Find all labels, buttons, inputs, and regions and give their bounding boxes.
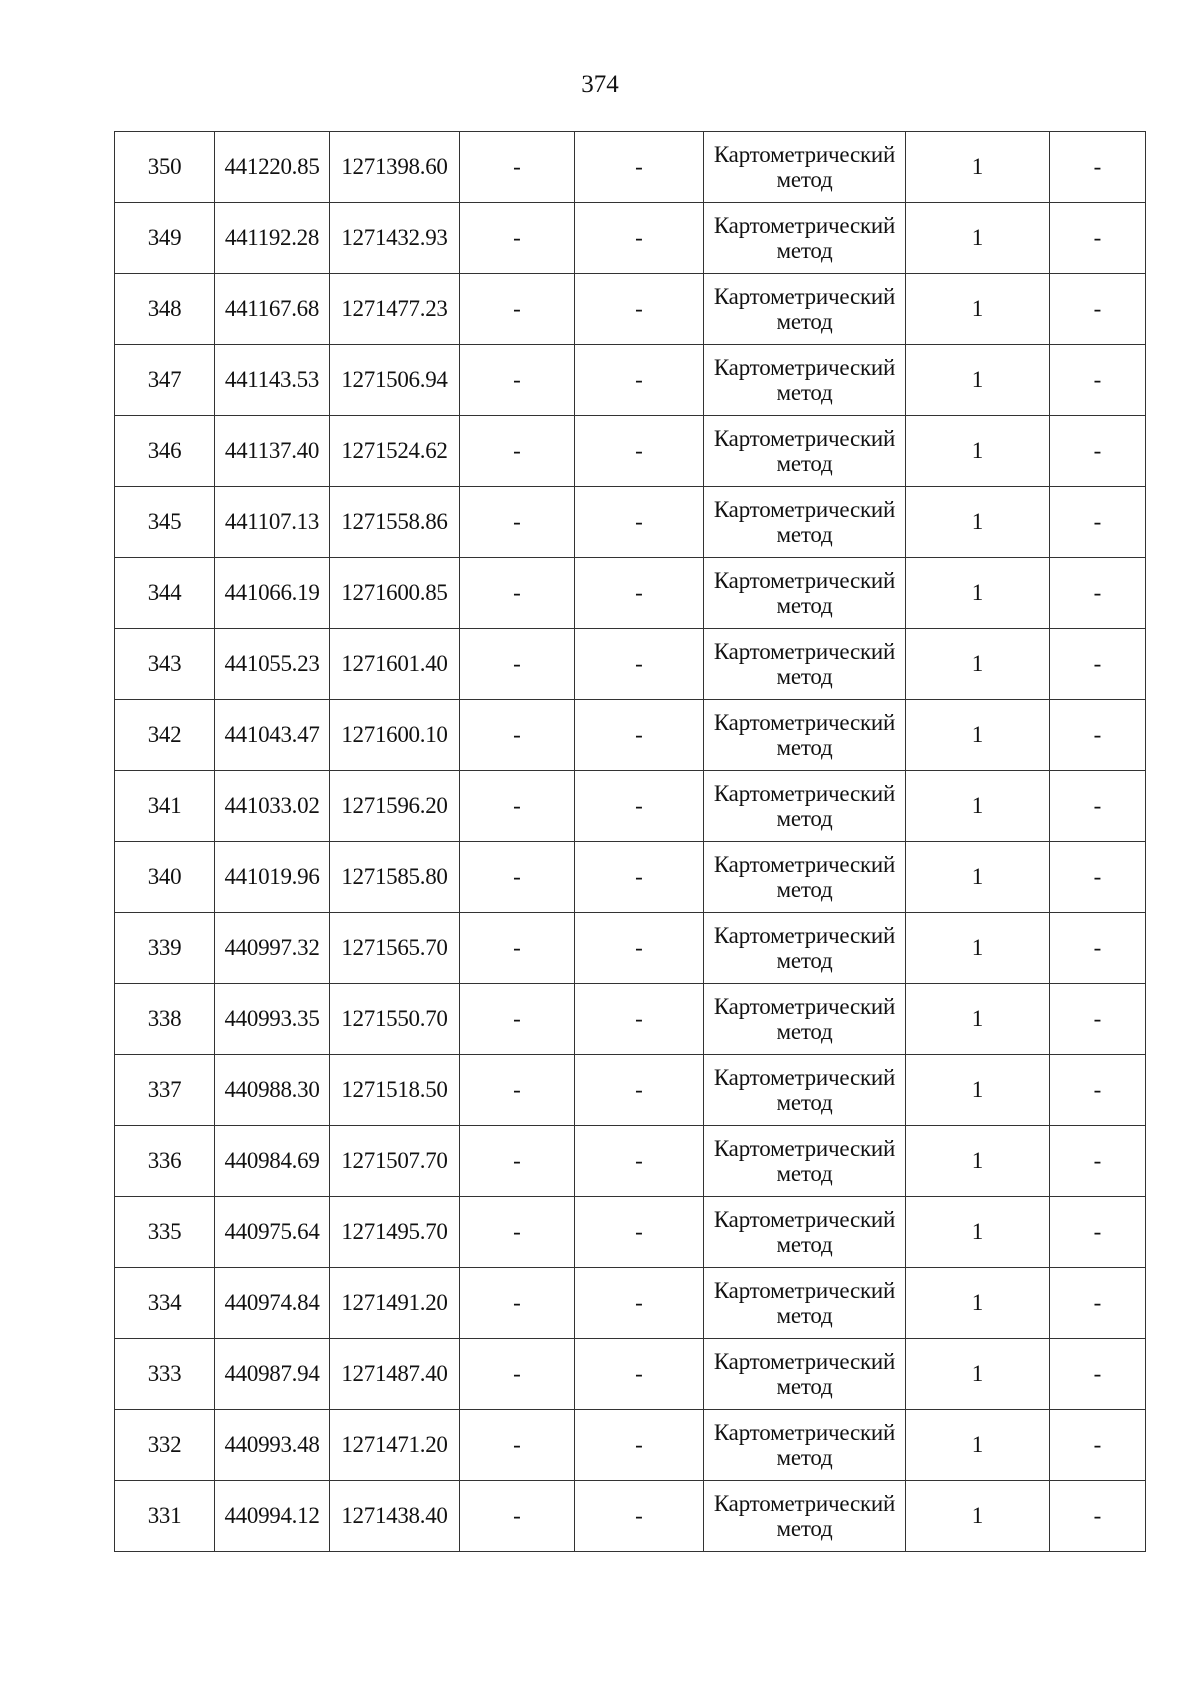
dash-cell: - (1050, 558, 1146, 629)
dash-cell: - (1050, 700, 1146, 771)
accuracy-cell: 1 (906, 1055, 1050, 1126)
dash-cell: - (1050, 1197, 1146, 1268)
method-cell: Картометрический метод (704, 1481, 906, 1552)
dash-cell: - (460, 771, 575, 842)
y-coordinate-cell: 1271471.20 (330, 1410, 460, 1481)
y-coordinate-cell: 1271438.40 (330, 1481, 460, 1552)
dash-cell: - (460, 487, 575, 558)
method-cell: Картометрический метод (704, 1410, 906, 1481)
dash-cell: - (1050, 629, 1146, 700)
accuracy-cell: 1 (906, 771, 1050, 842)
dash-cell: - (460, 1055, 575, 1126)
table-row (115, 1410, 1146, 1481)
accuracy-cell: 1 (906, 203, 1050, 274)
dash-cell: - (575, 1055, 704, 1126)
dash-cell: - (575, 984, 704, 1055)
dash-cell: - (1050, 203, 1146, 274)
point-number-cell: 331 (115, 1481, 215, 1552)
y-coordinate-cell: 1271507.70 (330, 1126, 460, 1197)
dash-cell: - (460, 132, 575, 203)
y-coordinate-cell: 1271477.23 (330, 274, 460, 345)
table-row (115, 771, 1146, 842)
x-coordinate-cell: 441033.02 (215, 771, 330, 842)
x-coordinate-cell: 441066.19 (215, 558, 330, 629)
point-number-cell: 337 (115, 1055, 215, 1126)
accuracy-cell: 1 (906, 1197, 1050, 1268)
method-cell: Картометрический метод (704, 1055, 906, 1126)
dash-cell: - (1050, 984, 1146, 1055)
method-cell: Картометрический метод (704, 416, 906, 487)
x-coordinate-cell: 441220.85 (215, 132, 330, 203)
dash-cell: - (1050, 1268, 1146, 1339)
table-row (115, 1339, 1146, 1410)
accuracy-cell: 1 (906, 1481, 1050, 1552)
table-row (115, 913, 1146, 984)
point-number-cell: 344 (115, 558, 215, 629)
accuracy-cell: 1 (906, 984, 1050, 1055)
x-coordinate-cell: 440987.94 (215, 1339, 330, 1410)
point-number-cell: 342 (115, 700, 215, 771)
accuracy-cell: 1 (906, 345, 1050, 416)
dash-cell: - (1050, 1339, 1146, 1410)
accuracy-cell: 1 (906, 558, 1050, 629)
y-coordinate-cell: 1271600.10 (330, 700, 460, 771)
y-coordinate-cell: 1271432.93 (330, 203, 460, 274)
method-cell: Картометрический метод (704, 345, 906, 416)
dash-cell: - (575, 416, 704, 487)
x-coordinate-cell: 441143.53 (215, 345, 330, 416)
x-coordinate-cell: 440988.30 (215, 1055, 330, 1126)
point-number-cell: 333 (115, 1339, 215, 1410)
accuracy-cell: 1 (906, 1268, 1050, 1339)
table-row (115, 203, 1146, 274)
dash-cell: - (1050, 274, 1146, 345)
point-number-cell: 350 (115, 132, 215, 203)
y-coordinate-cell: 1271491.20 (330, 1268, 460, 1339)
dash-cell: - (575, 842, 704, 913)
dash-cell: - (575, 1481, 704, 1552)
dash-cell: - (1050, 913, 1146, 984)
x-coordinate-cell: 440993.35 (215, 984, 330, 1055)
dash-cell: - (460, 558, 575, 629)
accuracy-cell: 1 (906, 629, 1050, 700)
dash-cell: - (575, 629, 704, 700)
point-number-cell: 348 (115, 274, 215, 345)
point-number-cell: 334 (115, 1268, 215, 1339)
dash-cell: - (1050, 1410, 1146, 1481)
x-coordinate-cell: 440997.32 (215, 913, 330, 984)
y-coordinate-cell: 1271565.70 (330, 913, 460, 984)
x-coordinate-cell: 440975.64 (215, 1197, 330, 1268)
table-row (115, 132, 1146, 203)
method-cell: Картометрический метод (704, 203, 906, 274)
y-coordinate-cell: 1271495.70 (330, 1197, 460, 1268)
accuracy-cell: 1 (906, 913, 1050, 984)
dash-cell: - (575, 1197, 704, 1268)
dash-cell: - (1050, 771, 1146, 842)
y-coordinate-cell: 1271600.85 (330, 558, 460, 629)
accuracy-cell: 1 (906, 842, 1050, 913)
dash-cell: - (575, 274, 704, 345)
point-number-cell: 340 (115, 842, 215, 913)
dash-cell: - (460, 203, 575, 274)
method-cell: Картометрический метод (704, 700, 906, 771)
coordinates-table (114, 131, 1146, 1552)
dash-cell: - (1050, 1481, 1146, 1552)
x-coordinate-cell: 441055.23 (215, 629, 330, 700)
dash-cell: - (1050, 842, 1146, 913)
y-coordinate-cell: 1271558.86 (330, 487, 460, 558)
point-number-cell: 332 (115, 1410, 215, 1481)
table-row (115, 558, 1146, 629)
dash-cell: - (460, 913, 575, 984)
x-coordinate-cell: 441019.96 (215, 842, 330, 913)
dash-cell: - (1050, 416, 1146, 487)
table-row (115, 1055, 1146, 1126)
dash-cell: - (460, 984, 575, 1055)
method-cell: Картометрический метод (704, 1197, 906, 1268)
dash-cell: - (1050, 132, 1146, 203)
y-coordinate-cell: 1271601.40 (330, 629, 460, 700)
method-cell: Картометрический метод (704, 913, 906, 984)
method-cell: Картометрический метод (704, 1339, 906, 1410)
dash-cell: - (460, 1410, 575, 1481)
table-row (115, 629, 1146, 700)
dash-cell: - (460, 416, 575, 487)
dash-cell: - (460, 1268, 575, 1339)
method-cell: Картометрический метод (704, 132, 906, 203)
page-number: 374 (581, 71, 619, 98)
point-number-cell: 343 (115, 629, 215, 700)
table-row (115, 842, 1146, 913)
table-row (115, 1197, 1146, 1268)
method-cell: Картометрический метод (704, 842, 906, 913)
method-cell: Картометрический метод (704, 984, 906, 1055)
table-row (115, 1126, 1146, 1197)
y-coordinate-cell: 1271596.20 (330, 771, 460, 842)
dash-cell: - (575, 487, 704, 558)
dash-cell: - (575, 132, 704, 203)
table-row (115, 984, 1146, 1055)
point-number-cell: 336 (115, 1126, 215, 1197)
dash-cell: - (575, 345, 704, 416)
table-row (115, 345, 1146, 416)
dash-cell: - (575, 1268, 704, 1339)
accuracy-cell: 1 (906, 487, 1050, 558)
y-coordinate-cell: 1271585.80 (330, 842, 460, 913)
dash-cell: - (460, 842, 575, 913)
y-coordinate-cell: 1271506.94 (330, 345, 460, 416)
table-row (115, 1481, 1146, 1552)
x-coordinate-cell: 441107.13 (215, 487, 330, 558)
point-number-cell: 349 (115, 203, 215, 274)
method-cell: Картометрический метод (704, 1126, 906, 1197)
x-coordinate-cell: 440984.69 (215, 1126, 330, 1197)
dash-cell: - (460, 629, 575, 700)
dash-cell: - (575, 203, 704, 274)
point-number-cell: 347 (115, 345, 215, 416)
dash-cell: - (575, 771, 704, 842)
accuracy-cell: 1 (906, 1339, 1050, 1410)
x-coordinate-cell: 441043.47 (215, 700, 330, 771)
x-coordinate-cell: 440994.12 (215, 1481, 330, 1552)
y-coordinate-cell: 1271518.50 (330, 1055, 460, 1126)
dash-cell: - (575, 1410, 704, 1481)
dash-cell: - (575, 1339, 704, 1410)
accuracy-cell: 1 (906, 132, 1050, 203)
dash-cell: - (460, 345, 575, 416)
accuracy-cell: 1 (906, 700, 1050, 771)
x-coordinate-cell: 441192.28 (215, 203, 330, 274)
dash-cell: - (460, 1197, 575, 1268)
accuracy-cell: 1 (906, 416, 1050, 487)
x-coordinate-cell: 440974.84 (215, 1268, 330, 1339)
dash-cell: - (575, 700, 704, 771)
dash-cell: - (1050, 345, 1146, 416)
dash-cell: - (1050, 487, 1146, 558)
dash-cell: - (575, 913, 704, 984)
table-row (115, 274, 1146, 345)
dash-cell: - (460, 274, 575, 345)
method-cell: Картометрический метод (704, 771, 906, 842)
method-cell: Картометрический метод (704, 1268, 906, 1339)
table-body (115, 132, 1146, 1552)
method-cell: Картометрический метод (704, 274, 906, 345)
method-cell: Картометрический метод (704, 629, 906, 700)
x-coordinate-cell: 441167.68 (215, 274, 330, 345)
point-number-cell: 338 (115, 984, 215, 1055)
point-number-cell: 339 (115, 913, 215, 984)
dash-cell: - (460, 1339, 575, 1410)
dash-cell: - (575, 1126, 704, 1197)
point-number-cell: 341 (115, 771, 215, 842)
y-coordinate-cell: 1271398.60 (330, 132, 460, 203)
method-cell: Картометрический метод (704, 558, 906, 629)
table-row (115, 416, 1146, 487)
accuracy-cell: 1 (906, 1126, 1050, 1197)
dash-cell: - (1050, 1055, 1146, 1126)
x-coordinate-cell: 441137.40 (215, 416, 330, 487)
accuracy-cell: 1 (906, 274, 1050, 345)
method-cell: Картометрический метод (704, 487, 906, 558)
table-row (115, 700, 1146, 771)
point-number-cell: 335 (115, 1197, 215, 1268)
dash-cell: - (460, 1481, 575, 1552)
dash-cell: - (575, 558, 704, 629)
dash-cell: - (460, 1126, 575, 1197)
y-coordinate-cell: 1271550.70 (330, 984, 460, 1055)
table-row (115, 487, 1146, 558)
point-number-cell: 345 (115, 487, 215, 558)
dash-cell: - (1050, 1126, 1146, 1197)
x-coordinate-cell: 440993.48 (215, 1410, 330, 1481)
point-number-cell: 346 (115, 416, 215, 487)
table-row (115, 1268, 1146, 1339)
accuracy-cell: 1 (906, 1410, 1050, 1481)
dash-cell: - (460, 700, 575, 771)
y-coordinate-cell: 1271524.62 (330, 416, 460, 487)
y-coordinate-cell: 1271487.40 (330, 1339, 460, 1410)
